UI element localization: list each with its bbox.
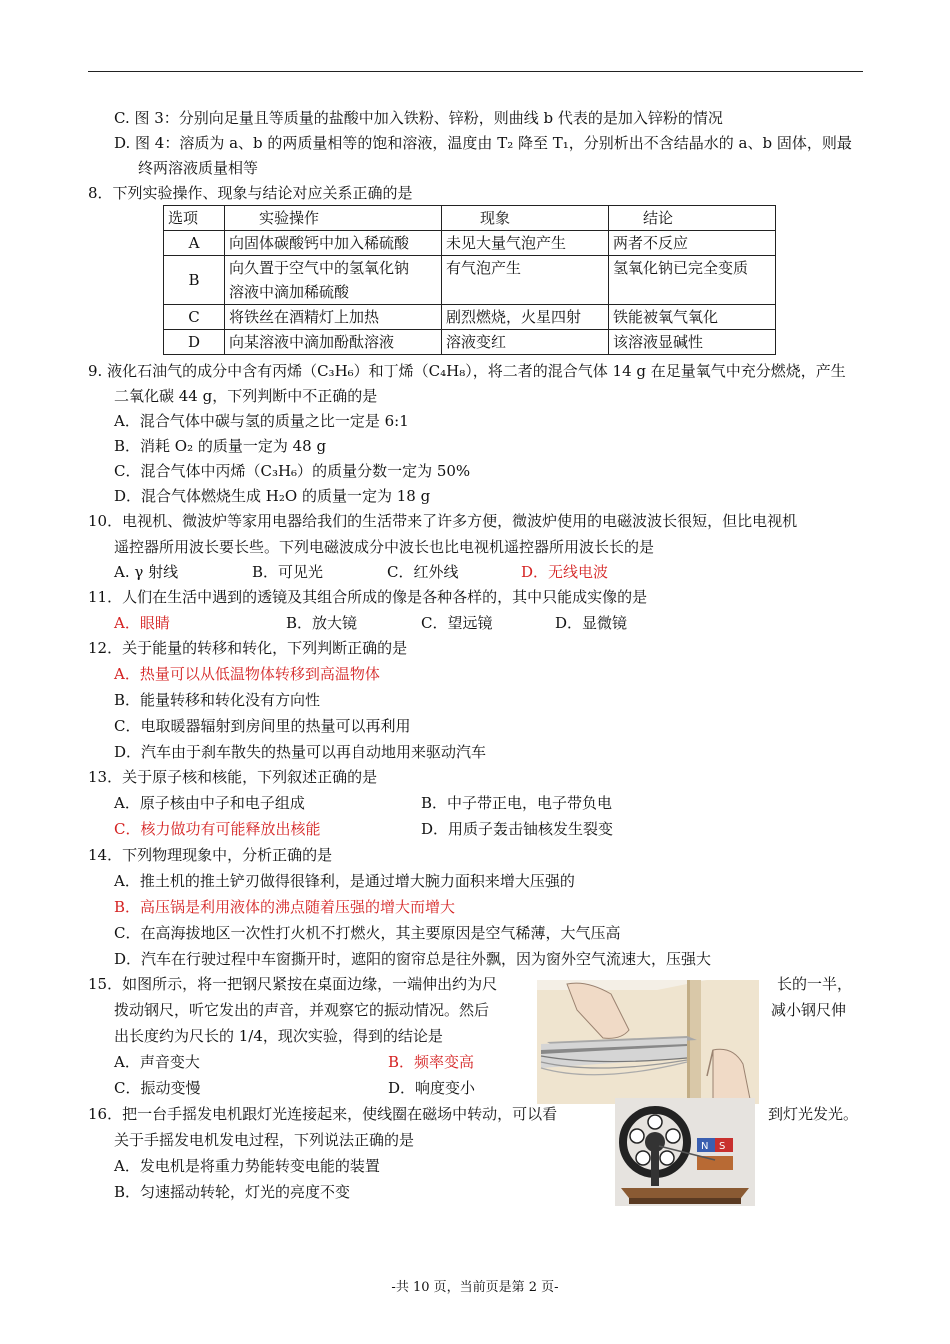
q10-option-d: D．无线电波 <box>521 563 609 581</box>
q9-option-a: A．混合气体中碳与氢的质量之比一定是 6:1 <box>114 412 409 430</box>
q13-stem: 13．关于原子核和核能，下列叙述正确的是 <box>88 768 378 786</box>
q10-stem-line2: 遥控器所用波长要长些。下列电磁波成分中波长也比电视机遥控器所用波长长的是 <box>114 538 655 556</box>
q11-option-d: D．显微镜 <box>555 614 628 632</box>
q15-option-c: C．振动变慢 <box>114 1079 201 1097</box>
generator-illustration <box>615 1098 755 1206</box>
ruler-figure <box>537 980 759 1104</box>
q7-option-d-line2: 终两溶液质量相等 <box>138 159 259 177</box>
table-cell: 两者不反应 <box>609 231 776 256</box>
q10-option-b: B．可见光 <box>252 563 324 581</box>
table-cell-line: 向久置于空气中的氢氧化钠 <box>229 259 410 277</box>
q15-option-b: B．频率变高 <box>388 1053 475 1071</box>
table-header: 现象 <box>442 206 609 231</box>
table-row <box>164 305 776 330</box>
q10-option-c: C．红外线 <box>387 563 459 581</box>
q15-option-d: D．响度变小 <box>388 1079 476 1097</box>
q12-option-c: C．电取暖器辐射到房间里的热量可以再利用 <box>114 717 411 735</box>
table-header: 结论 <box>609 206 776 231</box>
table-cell: 氢氧化钠已完全变质 <box>609 256 776 305</box>
table-header: 实验操作 <box>225 206 442 231</box>
q14-option-c: C．在高海拔地区一次性打火机不打燃火，其主要原因是空气稀薄，大气压高 <box>114 924 621 942</box>
table-cell: 铁能被氧气氧化 <box>609 305 776 330</box>
svg-text:S: S <box>719 1141 726 1152</box>
q15-option-a: A．声音变大 <box>114 1053 200 1071</box>
table-cell: 将铁丝在酒精灯上加热 <box>225 305 442 330</box>
q13-option-b: B．中子带正电，电子带负电 <box>421 794 613 812</box>
q13-option-a: A．原子核由中子和电子组成 <box>114 794 305 812</box>
q16-stem-line1-right: 到灯光发光。 <box>768 1105 859 1123</box>
q7-option-c: C. 图 3：分别向足量且等质量的盐酸中加入铁粉、锌粉，则曲线 b 代表的是加入锌粉的情况 <box>114 109 723 127</box>
q14-option-d: D．汽车在行驶过程中车窗撕开时，遮阳的窗帘总是往外飘，因为窗外空气流速大，压强大 <box>114 950 712 968</box>
q14-option-a: A．推土机的推土铲刃做得很锋利，是通过增大腕力面积来增大压强的 <box>114 872 575 890</box>
table-cell: 向某溶液中滴加酚酞溶液 <box>225 330 442 355</box>
q15-stem-line3: 出长度约为尺长的 1/4，现次实验，得到的结论是 <box>114 1027 443 1045</box>
q15-stem-line1-left: 15．如图所示，将一把钢尺紧按在桌面边缘，一端伸出约为尺 <box>88 975 498 993</box>
q7-option-d-line1: D. 图 4：溶质为 a、b 的两质量相等的饱和溶液，温度由 T₂ 降至 T₁，分别析出不含结晶水的 a、b 固体，则最 <box>114 134 852 152</box>
table-cell: 有气泡产生 <box>442 256 609 305</box>
q11-stem: 11．人们在生活中遇到的透镜及其组合所成的像是各种各样的，其中只能成实像的是 <box>88 588 648 606</box>
q9-option-b: B．消耗 O₂ 的质量一定为 48 g <box>114 437 327 455</box>
q13-option-c: C．核力做功有可能释放出核能 <box>114 820 321 838</box>
table-cell <box>225 256 442 305</box>
table-cell: 向固体碳酸钙中加入稀硫酸 <box>225 231 442 256</box>
q9-option-d: D．混合气体燃烧生成 H₂O 的质量一定为 18 g <box>114 487 431 505</box>
table-cell-line: 溶液中滴加稀硫酸 <box>229 283 350 301</box>
q11-option-a: A．眼睛 <box>114 614 170 632</box>
q9-option-c: C．混合气体中丙烯（C₃H₆）的质量分数一定为 50% <box>114 462 471 480</box>
q15-stem-line1-right: 长的一半， <box>777 975 853 993</box>
q8-table <box>163 205 776 355</box>
q16-stem-line2: 关于手摇发电机发电过程，下列说法正确的是 <box>114 1131 415 1149</box>
q13-option-d: D．用质子轰击铀核发生裂变 <box>421 820 614 838</box>
q15-stem-line2-right: 减小钢尺伸 <box>771 1001 847 1019</box>
q10-option-a: A. γ 射线 <box>114 563 179 581</box>
table-header: 选项 <box>164 206 225 231</box>
q8-stem: 8．下列实验操作、现象与结论对应关系正确的是 <box>88 184 413 202</box>
q12-option-b: B．能量转移和转化没有方向性 <box>114 691 321 709</box>
q11-option-c: C．望远镜 <box>421 614 493 632</box>
table-header-row <box>164 206 776 231</box>
table-cell: A <box>164 231 225 256</box>
svg-text:N: N <box>701 1141 709 1152</box>
q10-stem-line1: 10．电视机、微波炉等家用电器给我们的生活带来了许多方便，微波炉使用的电磁波波长很短，但比电视机 <box>88 512 798 530</box>
q9-stem-line2: 二氧化碳 44 g，下列判断中不正确的是 <box>114 387 378 405</box>
q12-option-d: D．汽车由于刹车散失的热量可以再自动地用来驱动汽车 <box>114 743 487 761</box>
table-cell: 未见大量气泡产生 <box>442 231 609 256</box>
q12-stem: 12．关于能量的转移和转化，下列判断正确的是 <box>88 639 408 657</box>
q16-stem-line1-left: 16．把一台手摇发电机跟灯光连接起来，使线圈在磁场中转动，可以看 <box>88 1105 558 1123</box>
table-cell: B <box>164 256 225 305</box>
q14-stem: 14．下列物理现象中，分析正确的是 <box>88 846 333 864</box>
q14-option-b: B．高压锅是利用液体的沸点随着压强的增大而增大 <box>114 898 456 916</box>
table-cell: C <box>164 305 225 330</box>
table-row <box>164 231 776 256</box>
page-footer: -共 10 页，当前页是第 2 页- <box>391 1280 559 1295</box>
q12-option-a: A．热量可以从低温物体转移到高温物体 <box>114 665 380 683</box>
q15-stem-line2-left: 拨动钢尺，听它发出的声音，并观察它的振动情况。然后 <box>114 1001 490 1019</box>
header-rule <box>88 71 863 72</box>
ruler-illustration <box>537 980 759 1104</box>
table-cell: D <box>164 330 225 355</box>
table-row <box>164 330 776 355</box>
q9-stem-line1: 9. 液化石油气的成分中含有丙烯（C₃H₆）和丁烯（C₄H₈），将二者的混合气体 14 g 在足量氧气中充分燃烧，产生 <box>88 362 846 380</box>
table-row <box>164 256 776 305</box>
table-cell: 该溶液显碱性 <box>609 330 776 355</box>
q16-option-b: B．匀速摇动转轮，灯光的亮度不变 <box>114 1183 351 1201</box>
q16-option-a: A．发电机是将重力势能转变电能的装置 <box>114 1157 380 1175</box>
table-cell: 溶液变红 <box>442 330 609 355</box>
q11-option-b: B．放大镜 <box>286 614 358 632</box>
generator-figure <box>615 1098 755 1206</box>
table-cell: 剧烈燃烧，火星四射 <box>442 305 609 330</box>
